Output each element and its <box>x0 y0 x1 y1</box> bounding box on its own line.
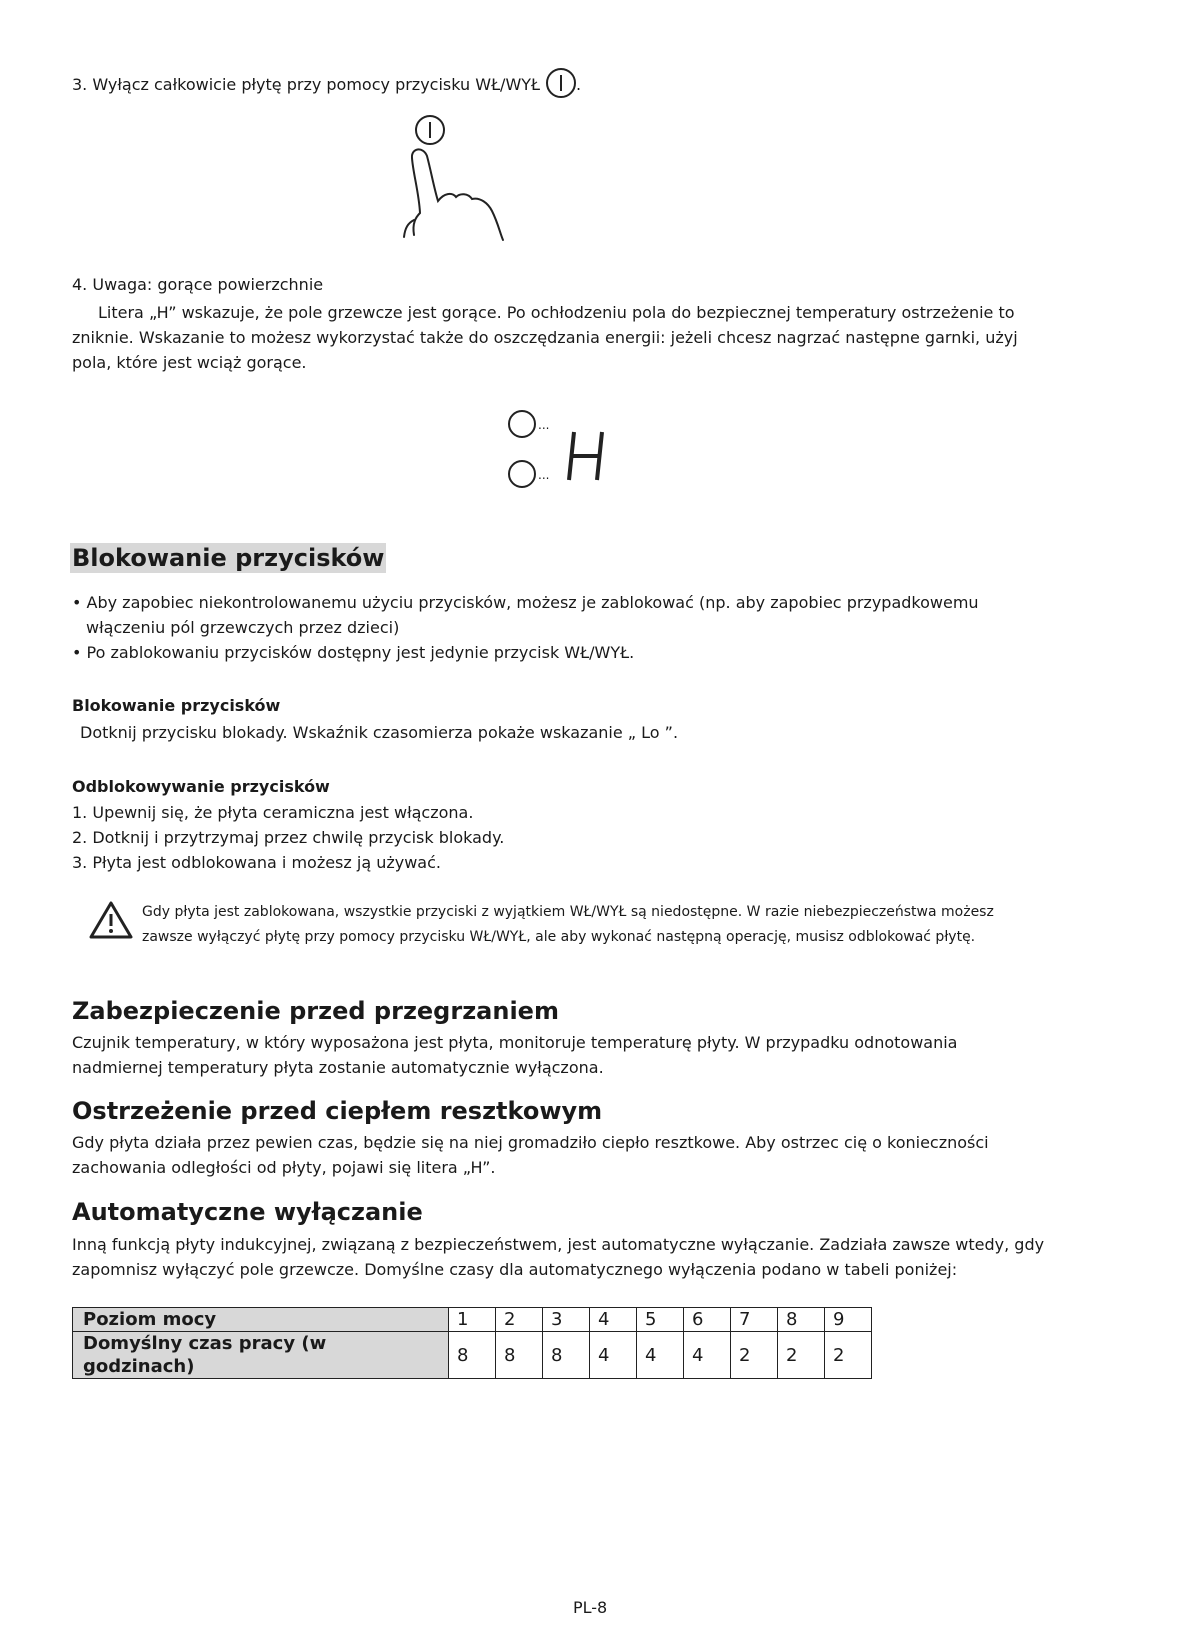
table-cell: 8 <box>449 1332 496 1379</box>
lock-bullet-2: • Po zablokowaniu przycisków dostępny jest jedynie przycisk WŁ/WYŁ. <box>72 643 635 662</box>
zone-indicator-icon <box>508 460 536 488</box>
unlock-step-3: 3. Płyta jest odblokowana i możesz ją używać. <box>72 853 441 872</box>
step3-line <box>72 68 581 98</box>
table-cell: 4 <box>590 1308 637 1332</box>
lock-instruction: Dotknij przycisku blokady. Wskaźnik czasomierza pokaże wskazanie „ Lo ”. <box>80 723 679 742</box>
lock-bullet-1-cont: włączeniu pól grzewczych przez dzieci) <box>86 618 400 637</box>
residual-title: Ostrzeżenie przed ciepłem resztkowym <box>72 1097 603 1125</box>
zone-dots: ... <box>538 418 550 432</box>
overheat-title: Zabezpieczenie przed przegrzaniem <box>72 997 559 1025</box>
table-row <box>73 1332 872 1379</box>
autooff-line-1: Inną funkcją płyty indukcyjnej, związaną z bezpieczeństwem, jest automatyczne wyłączanie. Zadziała zawsze wtedy, gdy <box>72 1235 1045 1254</box>
table-row-label: Poziom mocy <box>73 1308 449 1332</box>
zone-indicator-icon <box>508 410 536 438</box>
power-icon <box>546 68 576 98</box>
table-cell: 2 <box>778 1332 825 1379</box>
table-cell: 9 <box>825 1308 872 1332</box>
residual-line-2: zachowania odległości od płyty, pojawi się litera „H”. <box>72 1158 496 1177</box>
step3-text: 3. Wyłącz całkowicie płytę przy pomocy przycisku WŁ/WYŁ <box>72 75 541 94</box>
hand-press-power-icon <box>400 113 530 250</box>
unlock-step-2: 2. Dotknij i przytrzymaj przez chwilę przycisk blokady. <box>72 828 505 847</box>
warning-line-2: zawsze wyłączyć płytę przy pomocy przycisku WŁ/WYŁ, ale aby wykonać następną operację, musisz odblokować płytę. <box>142 929 976 945</box>
table-cell: 8 <box>496 1332 543 1379</box>
table-cell: 2 <box>496 1308 543 1332</box>
lock-subtitle: Blokowanie przycisków <box>72 696 281 715</box>
auto-off-table <box>72 1307 872 1379</box>
zone-dots: ... <box>538 468 550 482</box>
autooff-title: Automatyczne wyłączanie <box>72 1198 423 1226</box>
step4-title: 4. Uwaga: gorące powierzchnie <box>72 275 324 294</box>
page-number: PL-8 <box>573 1598 608 1617</box>
warning-triangle-icon <box>88 900 134 940</box>
lock-section-title: Blokowanie przycisków <box>72 544 385 572</box>
table-cell: 5 <box>637 1308 684 1332</box>
unlock-subtitle: Odblokowywanie przycisków <box>72 777 330 796</box>
table-cell: 4 <box>590 1332 637 1379</box>
table-row-label: Domyślny czas pracy (w godzinach) <box>73 1332 449 1379</box>
table-cell: 8 <box>778 1308 825 1332</box>
step4-line-3: pola, które jest wciąż gorące. <box>72 353 307 372</box>
hot-h-display-icon <box>566 430 608 486</box>
table-row <box>73 1308 872 1332</box>
table-cell: 2 <box>825 1332 872 1379</box>
step3-suffix: . <box>576 75 582 94</box>
overheat-line-2: nadmiernej temperatury płyta zostanie automatycznie wyłączona. <box>72 1058 604 1077</box>
table-cell: 2 <box>731 1332 778 1379</box>
table-cell: 7 <box>731 1308 778 1332</box>
step4-line-2: zniknie. Wskazanie to możesz wykorzystać także do oszczędzania energii: jeżeli chcesz nagrzać następne garnki, użyj <box>72 328 1018 347</box>
step4-line-1: Litera „H” wskazuje, że pole grzewcze jest gorące. Po ochłodzeniu pola do bezpiecznej temperatury ostrzeżenie to <box>98 303 1015 322</box>
table-cell: 4 <box>637 1332 684 1379</box>
lock-bullet-1: • Aby zapobiec niekontrolowanemu użyciu przycisków, możesz je zablokować (np. aby zapobiec przypadkowemu <box>72 593 979 612</box>
warning-line-1: Gdy płyta jest zablokowana, wszystkie przyciski z wyjątkiem WŁ/WYŁ są niedostępne. W razie niebezpieczeństwa możesz <box>142 904 994 920</box>
table-cell: 4 <box>684 1332 731 1379</box>
table-cell: 3 <box>543 1308 590 1332</box>
residual-line-1: Gdy płyta działa przez pewien czas, będzie się na niej gromadziło ciepło resztkowe. Aby ostrzec cię o konieczności <box>72 1133 989 1152</box>
table-cell: 1 <box>449 1308 496 1332</box>
unlock-step-1: 1. Upewnij się, że płyta ceramiczna jest włączona. <box>72 803 474 822</box>
table-cell: 6 <box>684 1308 731 1332</box>
table-cell: 8 <box>543 1332 590 1379</box>
autooff-line-2: zapomnisz wyłączyć pole grzewcze. Domyślne czasy dla automatycznego wyłączenia podano w tabeli poniżej: <box>72 1260 958 1279</box>
overheat-line-1: Czujnik temperatury, w który wyposażona jest płyta, monitoruje temperaturę płyty. W przypadku odnotowania <box>72 1033 958 1052</box>
